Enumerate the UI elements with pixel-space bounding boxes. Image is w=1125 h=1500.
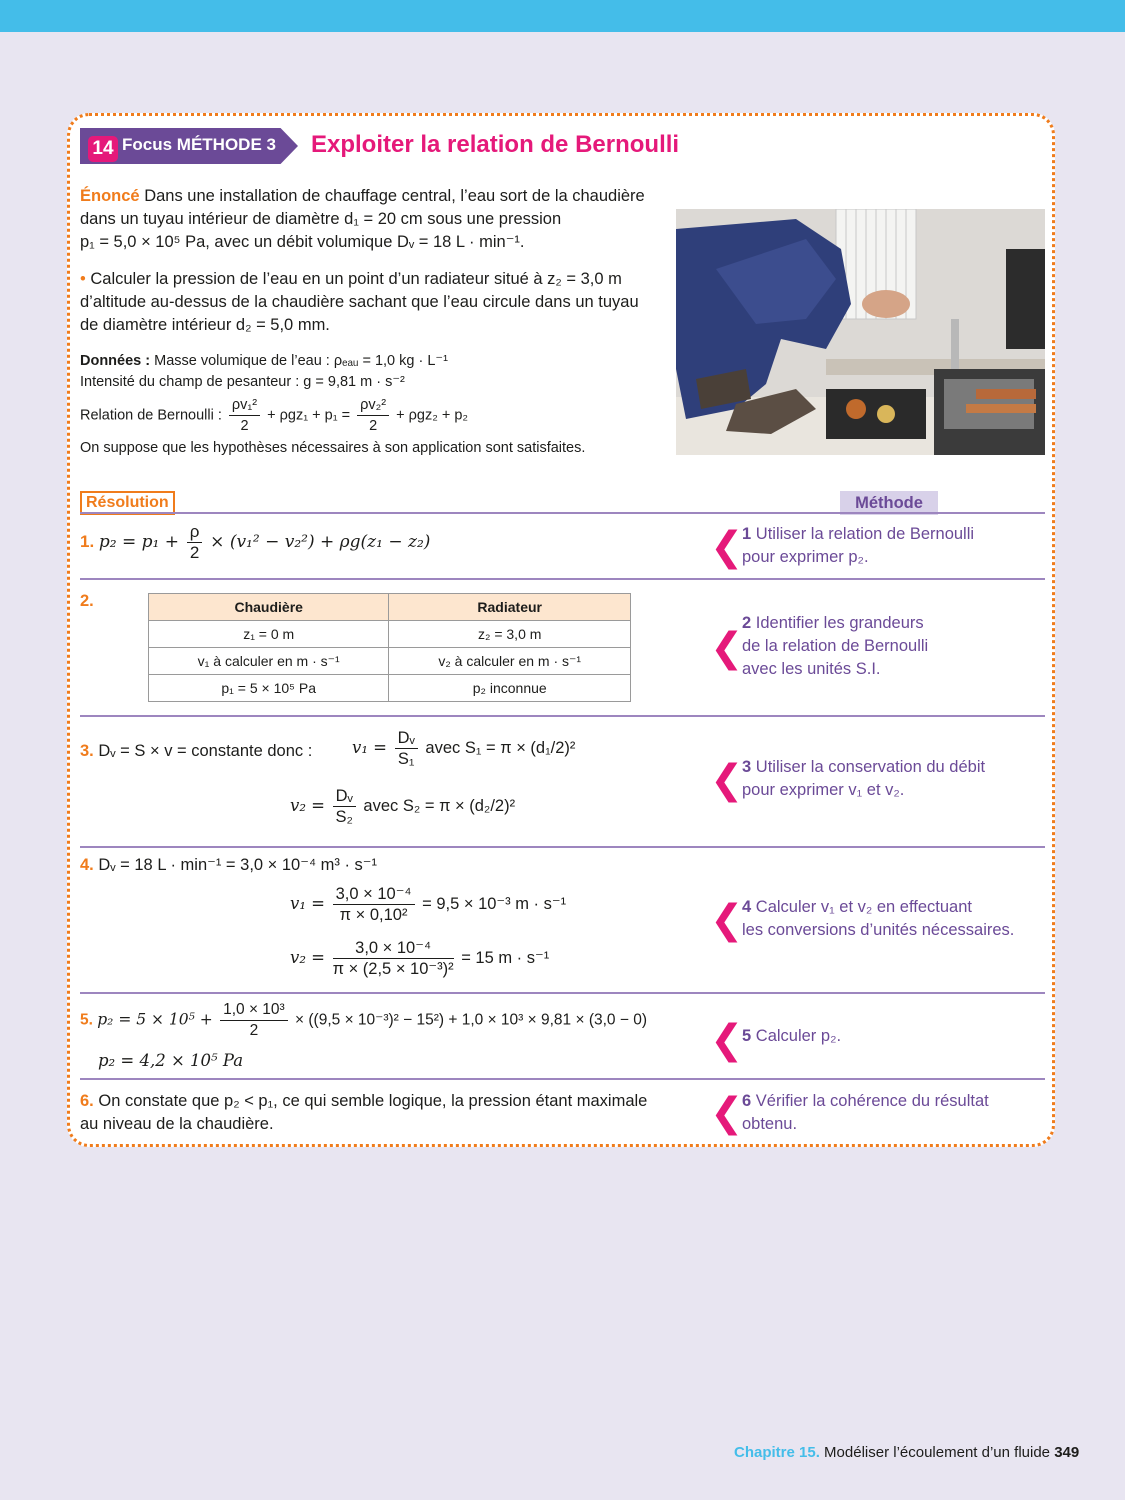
step4-v1-post: = 9,5 × 10⁻³ m · s⁻¹ [422,894,567,913]
chevron-left-icon: ❮ [710,758,744,802]
step1-number: 1. [80,531,95,551]
step3-v2-post: avec S₂ = π × (d₂/2)² [363,796,516,815]
divider [80,715,1045,717]
step5-frac-numerator: 1,0 × 10³ [220,1000,288,1021]
donnees-line4: On suppose que les hypothèses nécessaires à son application sont satisfaites. [80,440,586,456]
step3-v1-post: avec S₁ = π × (d₁/2)² [425,738,576,757]
method-step3 [742,756,985,802]
table-cell: z₁ = 0 m [149,621,389,648]
bernoulli-rest-2: + ρgz₂ + p₂ [396,407,469,424]
resolution-label: Résolution [80,491,175,515]
step1-formula [80,522,430,563]
table-cell: v₁ à calculer en m · s⁻¹ [149,648,389,675]
step5-pre: p₂ = 5 × 10⁵ + [97,1010,213,1029]
method-step2 [742,612,928,681]
step2-number: 2. [80,592,94,610]
page-title: Exploiter la relation de Bernoulli [311,131,680,158]
step4-v1-denominator: π × 0,10² [339,906,408,924]
divider [80,1078,1045,1080]
step5-result: p₂ = 4,2 × 10⁵ Pa [98,1051,244,1070]
method-step1 [742,523,974,569]
step3-number: 3. [80,742,94,760]
step4-v1-pre: v₁ = [290,893,326,913]
table-row [149,648,631,675]
bernoulli-denominator-2: 2 [369,418,378,434]
footer-chapter: Chapitre 15. [734,1444,820,1461]
chevron-left-icon: ❮ [710,1018,744,1062]
donnees-line1: Masse volumique de l’eau : ρₑₐᵤ = 1,0 kg · L⁻¹ [154,353,448,369]
step4-number: 4. [80,856,94,874]
method-step5-line1: Calculer p₂. [755,1027,842,1045]
step3-v1-denominator: S₁ [397,750,415,768]
step6-line2: au niveau de la chaudière. [80,1115,274,1133]
donnees-line2: Intensité du champ de pesanteur : g = 9,81 m · s⁻² [80,374,405,390]
method-step2-line3: avec les unités S.I. [742,660,881,678]
method-step3-line2: pour exprimer v₁ et v₂. [742,781,905,799]
chevron-left-icon: ❮ [710,626,744,670]
divider [80,992,1045,994]
donnees-label: Données : [80,353,151,369]
enonce-line2: dans un tuyau intérieur de diamètre d₁ = 20 cm sous une pression [80,210,562,228]
divider [80,578,1045,580]
step5-number: 5. [80,1011,93,1029]
enonce-line3: p₁ = 5,0 × 10⁵ Pa, avec un débit volumique Dᵥ = 18 L · min⁻¹. [80,233,525,251]
methode-label: Méthode [840,491,938,515]
step1-frac-numerator: ρ [187,522,203,543]
question-line3: de diamètre intérieur d₂ = 5,0 mm. [80,316,330,334]
bernoulli-rest-1: + ρgz₁ + p₁ = [267,407,351,424]
method-step4-line1: Calculer v₁ et v₂ en effectuant [755,898,972,916]
bernoulli-numerator-2: ρv₂² [357,395,389,416]
step3-v2-numerator: Dᵥ [333,786,356,807]
focus-label: Focus MÉTHODE 3 [122,135,276,154]
divider [80,512,1045,514]
table-cell: p₁ = 5 × 10⁵ Pa [149,675,389,702]
question-line2: d’altitude au-dessus de la chaudière sachant que l’eau circule dans un tuyau [80,293,639,311]
step3-text: Dᵥ = S × v = constante donc : [98,742,313,760]
step1-frac-denominator: 2 [189,543,200,562]
step6-line1: On constate que p₂ < p₁, ce qui semble logique, la pression étant maximale [98,1092,648,1110]
enonce-label: Énoncé [80,187,140,205]
step5-frac-denominator: 2 [249,1022,259,1039]
step6-text [80,1090,647,1136]
step5-formula [80,1000,647,1041]
step3-v2-denominator: S₂ [335,808,353,826]
method-step2-line2: de la relation de Bernoulli [742,637,929,655]
top-color-band [0,0,1125,32]
footer-title: Modéliser l’écoulement d’un fluide [824,1444,1051,1461]
enonce-line1: Dans une installation de chauffage central, l’eau sort de la chaudière [144,187,645,205]
step6-number: 6. [80,1092,94,1110]
method-step1-number: 1 [742,525,752,543]
method-step4-line2: les conversions d’unités nécessaires. [742,921,1015,939]
step1-pre: p₂ = p₁ + [98,531,180,552]
chevron-left-icon: ❮ [710,898,744,942]
data-table [148,593,631,702]
bernoulli-numerator-1: ρv₁² [229,395,260,416]
step4-v1-formula [290,884,566,925]
table-cell: v₂ à calculer en m · s⁻¹ [389,648,631,675]
step4-v2-pre: v₂ = [290,947,326,967]
bernoulli-denominator-1: 2 [240,418,249,434]
method-step2-number: 2 [742,614,752,632]
table-header: Radiateur [389,594,631,621]
step4-v2-formula [290,938,549,979]
method-step2-line1: Identifier les grandeurs [755,614,924,632]
step3-v2-formula [290,786,515,827]
step1-post: × (v₁² − v₂²) + ρg(z₁ − z₂) [210,531,431,552]
method-step4 [742,896,1014,942]
table-cell: z₂ = 3,0 m [389,621,631,648]
table-cell: p₂ inconnue [389,675,631,702]
exercise-number-badge: 14 [88,136,118,162]
donnees-block [80,351,585,459]
method-step3-number: 3 [742,758,752,776]
plumber-radiator-photo [676,209,1045,455]
method-step5 [742,1025,841,1048]
method-step1-line1: Utiliser la relation de Bernoulli [755,525,975,543]
step3-v1-formula [352,728,575,769]
method-step6-number: 6 [742,1092,752,1110]
step4-text: Dᵥ = 18 L · min⁻¹ = 3,0 × 10⁻⁴ m³ · s⁻¹ [98,856,377,874]
page-number: 349 [1054,1444,1080,1461]
bullet-icon: • [80,270,86,288]
question-line1: Calculer la pression de l’eau en un point d’un radiateur situé à z₂ = 3,0 m [90,270,622,288]
chevron-left-icon: ❮ [710,525,744,569]
step3-v2-pre: v₂ = [290,795,326,815]
method-step3-line1: Utiliser la conservation du débit [755,758,986,776]
table-header: Chaudière [149,594,389,621]
step5-post: × ((9,5 × 10⁻³)² − 15²) + 1,0 × 10³ × 9,81 × (3,0 − 0) [295,1011,647,1029]
method-step6-line2: obtenu. [742,1115,798,1133]
step3-v1-pre: v₁ = [352,737,388,757]
question-paragraph [80,268,639,337]
step4-v2-post: = 15 m · s⁻¹ [461,948,550,967]
step4-v2-denominator: π × (2,5 × 10⁻³)² [332,960,454,978]
method-step6 [742,1090,989,1136]
table-row [149,675,631,702]
step4-v1-numerator: 3,0 × 10⁻⁴ [333,884,415,905]
bernoulli-label: Relation de Bernoulli : [80,407,222,424]
enonce-paragraph [80,185,645,254]
page-footer [734,1444,1079,1461]
step4-v2-numerator: 3,0 × 10⁻⁴ [333,938,454,959]
method-step4-number: 4 [742,898,752,916]
divider [80,846,1045,848]
method-step1-line2: pour exprimer p₂. [742,548,869,566]
method-step6-line1: Vérifier la cohérence du résultat [755,1092,989,1110]
method-step5-number: 5 [742,1027,752,1045]
step3-v1-numerator: Dᵥ [395,728,418,749]
table-row [149,621,631,648]
chevron-left-icon: ❮ [710,1091,744,1135]
